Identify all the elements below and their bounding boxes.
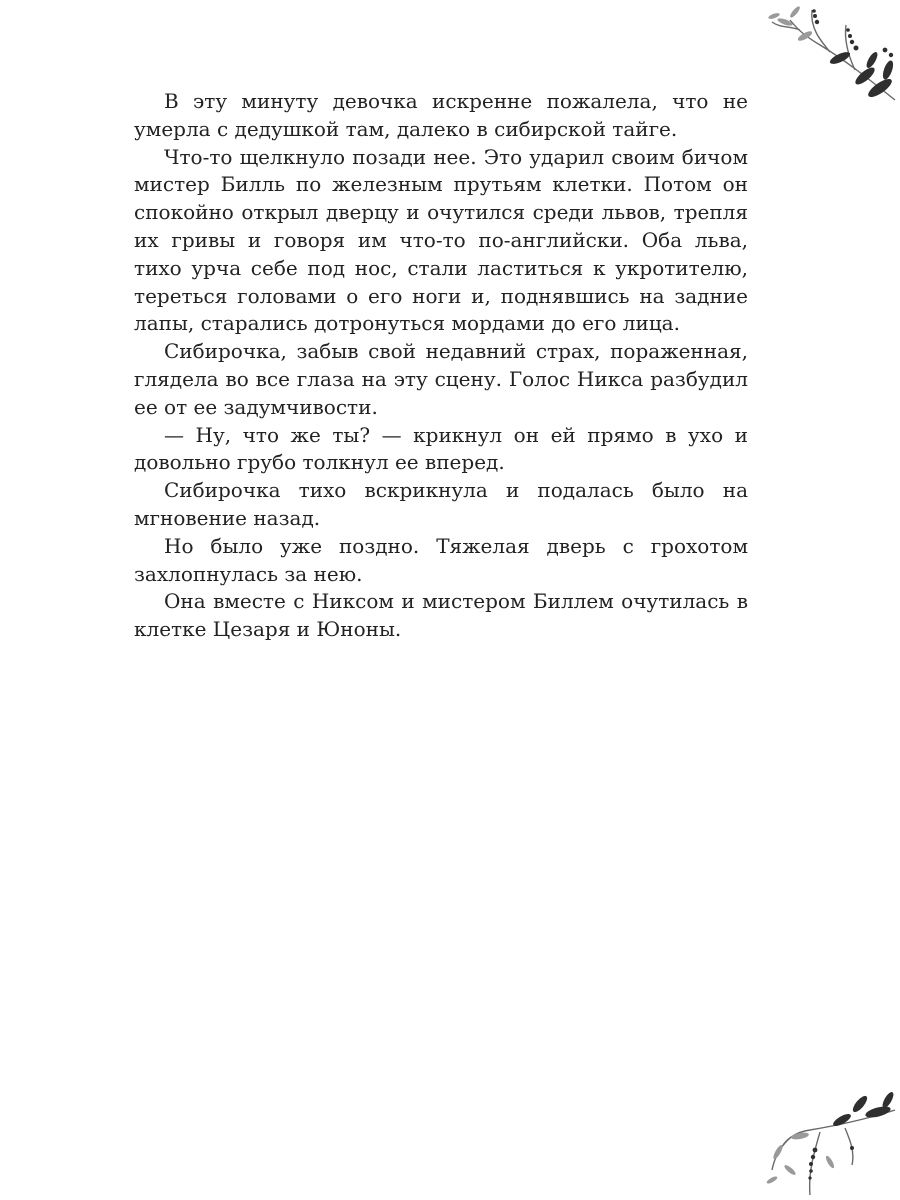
text-column [134, 88, 748, 644]
paragraph: Она вместе с Никсом и мистером Биллем очутилась в клетке Цезаря и Юноны. [134, 589, 748, 642]
paragraph: Сибирочка, забыв свой недавний страх, пораженная, глядела во все глаза на эту сцену. Голос Никса разбудил ее от ее задумчивости. [134, 339, 748, 419]
paragraph: Но было уже поздно. Тяжелая дверь с грохотом захлопнулась за нею. [134, 533, 748, 586]
floral-branch-icon [760, 1090, 900, 1200]
paragraph: В эту минуту девочка искренне пожалела, что не умерла с дедушкой там, далеко в сибирской тайге. [134, 89, 748, 141]
paragraph: — Ну, что же ты? — крикнул он ей прямо в ухо и довольно грубо толкнул ее вперед. [134, 422, 748, 475]
paragraph: Сибирочка тихо вскрикнула и подалась было на мгновение назад. [134, 478, 748, 530]
paragraph: Что-то щелкнуло позади нее. Это ударил своим бичом мистер Билль по железным прутьям клетки. Потом он спокойно открыл дверцу и очутился среди львов, трепля их гривы и говоря им что-то по-английски. Оба льва, тихо урча себе под нос, стали ластиться к укротителю, тереться головами о его ноги и, поднявшись на задние лапы, старались дотронуться мордами до его лица. [134, 144, 748, 336]
floral-branch-icon [760, 0, 900, 110]
